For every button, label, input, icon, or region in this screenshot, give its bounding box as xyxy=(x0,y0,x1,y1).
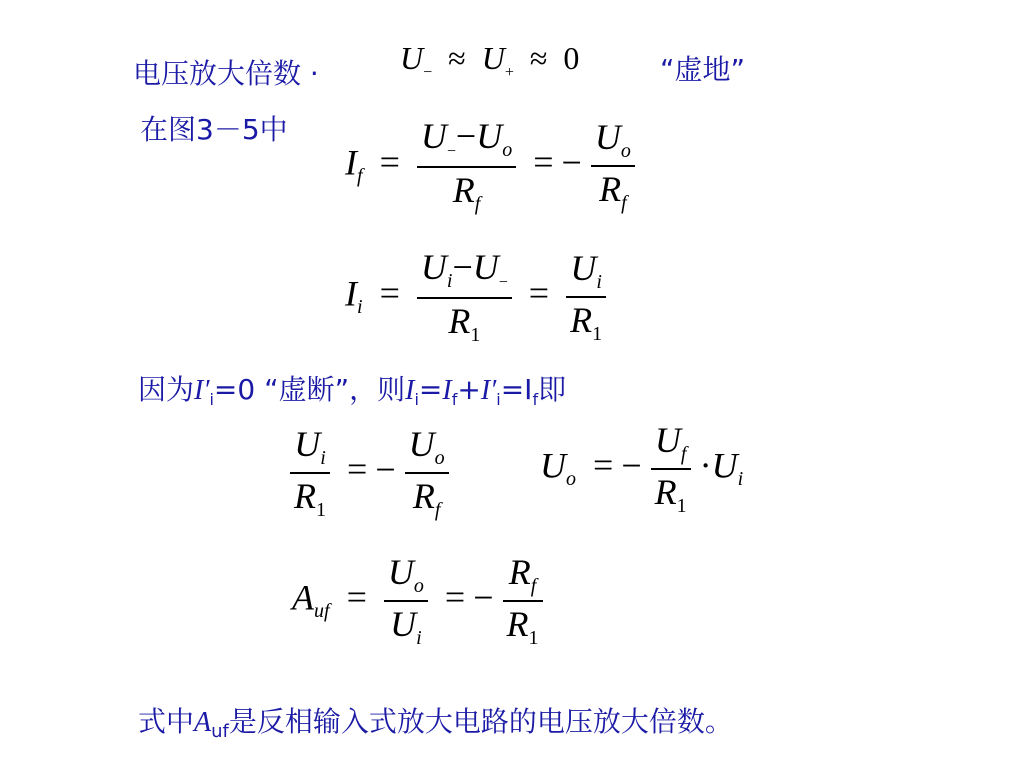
equation-Auf: $A_{uf}$ = $\frac{U_o}{U_i}$ = − $\frac{R_f}{R_1}$ xyxy=(292,550,543,652)
virtual-ground-tag: “虚地” xyxy=(660,53,746,86)
virtual-open-statement: 因为$I'_i=0$ “虚断”，则$I_i=I_f+I'_i=I_f$即 xyxy=(138,373,567,409)
figure-reference: 在图3－5中 xyxy=(140,113,288,146)
virtual-ground-equation: $U_- \approx U_+ \approx 0$ xyxy=(400,40,580,81)
equation-ratio: $\frac{U_i}{R_1}$ = − $\frac{U_o}{R_f}$ xyxy=(290,422,449,524)
equation-Ii: $I_i$ = $\frac{U_i-U_-}{R_1}$ = $\frac{U_i}{R_1}$ xyxy=(345,245,606,349)
voltage-gain-label: 电压放大倍数 · xyxy=(133,57,319,90)
equation-If: $I_f$ = $\frac{U_--U_o}{R_f}$ = − $\frac{U_o}{R_f}$ xyxy=(345,114,635,218)
conclusion-text: 式中$A_{uf}$是反相输入式放大电路的电压放大倍数。 xyxy=(138,705,733,742)
equation-Uo: $U_o$ = − $\frac{U_f}{R_1}$ $\cdot U_i$ xyxy=(540,420,744,517)
